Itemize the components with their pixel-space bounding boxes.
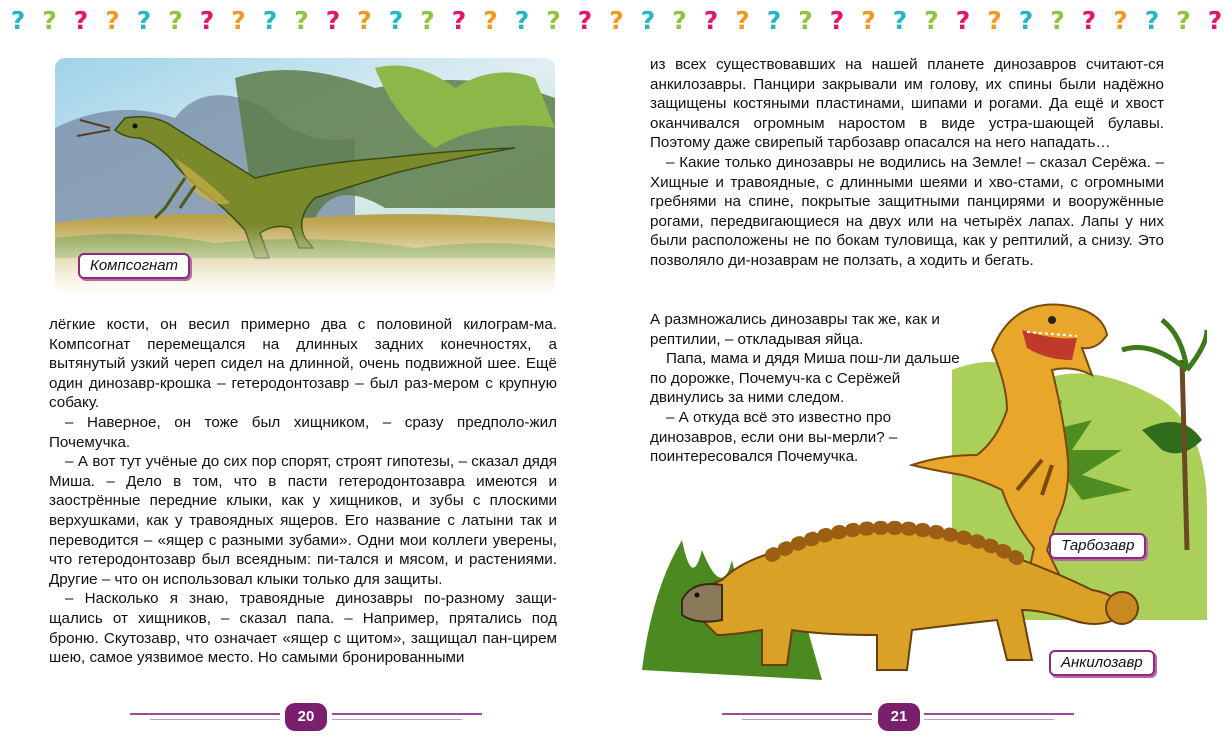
paragraph: – Наверное, он тоже был хищником, – сразу предполо-жил Почемучка. bbox=[49, 413, 557, 451]
question-mark-icon: ? bbox=[735, 6, 750, 35]
caption-compsognathus: Компсогнат bbox=[78, 253, 190, 279]
question-mark-icon: ? bbox=[388, 6, 404, 35]
question-mark-icon: ? bbox=[577, 6, 593, 35]
footer-rule bbox=[130, 713, 280, 715]
caption-ankylosaurus: Анкилозавр bbox=[1049, 650, 1155, 676]
question-mark-icon: ? bbox=[136, 6, 152, 35]
question-mark-icon: ? bbox=[451, 6, 467, 35]
question-mark-icon: ? bbox=[105, 6, 120, 35]
question-mark-icon: ? bbox=[1081, 6, 1097, 35]
question-mark-icon: ? bbox=[357, 6, 372, 35]
question-mark-icon: ? bbox=[199, 6, 215, 35]
dinosaurs-illustration bbox=[622, 290, 1207, 690]
paragraph: Папа, мама и дядя Миша пош-ли дальше по дорожке, Почемуч-ка с Серёжей двинулись за ними следом. bbox=[650, 350, 960, 407]
paragraph: лёгкие кости, он весил примерно два с половиной килограм-ма. Компсогнат перемещался на длинных задних конечностях, а вытянутый узкий череп сидел на длинной, очень подвижной шее. Ещё один динозавр-крошка – гетеродонтозавр – был раз-мером с крупную собаку. bbox=[49, 316, 557, 412]
question-mark-icon: ? bbox=[262, 6, 278, 35]
page-number: 20 bbox=[285, 703, 327, 731]
paragraph: – А откуда всё это известно про динозавров, если они вы-мерли? – поинтересовался Почемучка. bbox=[650, 408, 898, 466]
caption-tarbosaurus: Тарбозавр bbox=[1049, 533, 1146, 559]
question-mark-icon: ? bbox=[420, 6, 435, 35]
question-mark-icon: ? bbox=[514, 6, 530, 35]
question-mark-icon: ? bbox=[892, 6, 908, 35]
paragraph: – Насколько я знаю, травоядные динозавры по-разному защи-щались от хищников, – сказал папа. – Например, прятались под броню. Скутозавр, что означает «ящер с щитом», защищал пан-цирем шею, самое уязвимое место. Но самыми бронированными bbox=[49, 590, 557, 667]
question-mark-icon: ? bbox=[955, 6, 971, 35]
tarbosaurus-ankylosaurus-picture bbox=[622, 290, 1207, 690]
question-mark-icon: ? bbox=[987, 6, 1002, 35]
question-mark-icon: ? bbox=[1113, 6, 1128, 35]
question-mark-icon: ? bbox=[1018, 6, 1034, 35]
left-page bbox=[0, 0, 612, 741]
question-mark-icon: ? bbox=[73, 6, 89, 35]
paragraph: – А вот тут учёные до сих пор спорят, строят гипотезы, – сказал дядя Миша. – Дело в том, что в пасти гетеродонтозавра имеются и заострённые передние клыки, как у хищников, и зубы с плоскими верхушками, как у травоядных ящеров. Его название с латыни так и переводится – «ящер с разными зубами». Одни мои коллеги уверены, что гетеродонтозавр был всеядным: пи-тался и мясом, и растениями. Другие – что он использовал клыки только для защиты. bbox=[49, 453, 557, 588]
question-mark-icon: ? bbox=[798, 6, 813, 35]
question-mark-icon: ? bbox=[1050, 6, 1065, 35]
question-mark-icon: ? bbox=[609, 6, 624, 35]
question-mark-icon: ? bbox=[703, 6, 719, 35]
question-mark-icon: ? bbox=[766, 6, 782, 35]
paragraph: – Какие только динозавры не водились на Земле! – сказал Серёжа. – Хищные и травоядные, с длинными шеями и хво-стами, с огромными гребнями на спине, покрытые защитными панцирями и вооружённые рогами, передвигающиеся на двух или на четырёх лапах. Лапы у них были расположены не по бокам туловища, как у рептилий, а снизу. Это позволяло ди-нозаврам не ползать, а ходить и бегать. bbox=[650, 153, 1164, 269]
question-mark-icon: ? bbox=[672, 6, 687, 35]
question-mark-icon: ? bbox=[861, 6, 876, 35]
footer-rule bbox=[924, 719, 1054, 720]
question-mark-icon: ? bbox=[231, 6, 246, 35]
question-mark-icon: ? bbox=[294, 6, 309, 35]
question-mark-icon: ? bbox=[1207, 6, 1223, 35]
footer-rule bbox=[924, 713, 1074, 715]
question-mark-icon: ? bbox=[1176, 6, 1191, 35]
right-page-text bbox=[650, 55, 1164, 271]
page-number: 21 bbox=[878, 703, 920, 731]
question-mark-icon: ? bbox=[168, 6, 183, 35]
footer-rule bbox=[150, 719, 280, 720]
question-mark-icon: ? bbox=[325, 6, 341, 35]
question-mark-icon: ? bbox=[924, 6, 939, 35]
question-mark-icon: ? bbox=[42, 6, 57, 35]
paragraph: из всех существовавших на нашей планете динозавров считают-ся анкилозавры. Панцири закрывали им голову, их спины были надёжно защищены костяными пластинами, шипами и рогами. Да ещё и хвост оканчивался огромным наростом в виде устра-шающей булавы. Поэтому даже свирепый тарбозавр опасался на него нападать… bbox=[650, 56, 1164, 152]
footer-rule bbox=[742, 719, 872, 720]
question-mark-icon: ? bbox=[640, 6, 656, 35]
question-mark-icon: ? bbox=[483, 6, 498, 35]
footer-rule bbox=[332, 713, 482, 715]
footer-rule bbox=[332, 719, 462, 720]
left-page-text bbox=[49, 315, 557, 668]
footer-rule bbox=[722, 713, 872, 715]
right-page bbox=[612, 0, 1225, 741]
question-mark-icon: ? bbox=[829, 6, 845, 35]
paragraph: А размножались динозавры так же, как и рептилии, – откладывая яйца. bbox=[650, 311, 940, 348]
question-mark-icon: ? bbox=[546, 6, 561, 35]
question-mark-icon: ? bbox=[1144, 6, 1160, 35]
question-mark-icon: ? bbox=[10, 6, 26, 35]
